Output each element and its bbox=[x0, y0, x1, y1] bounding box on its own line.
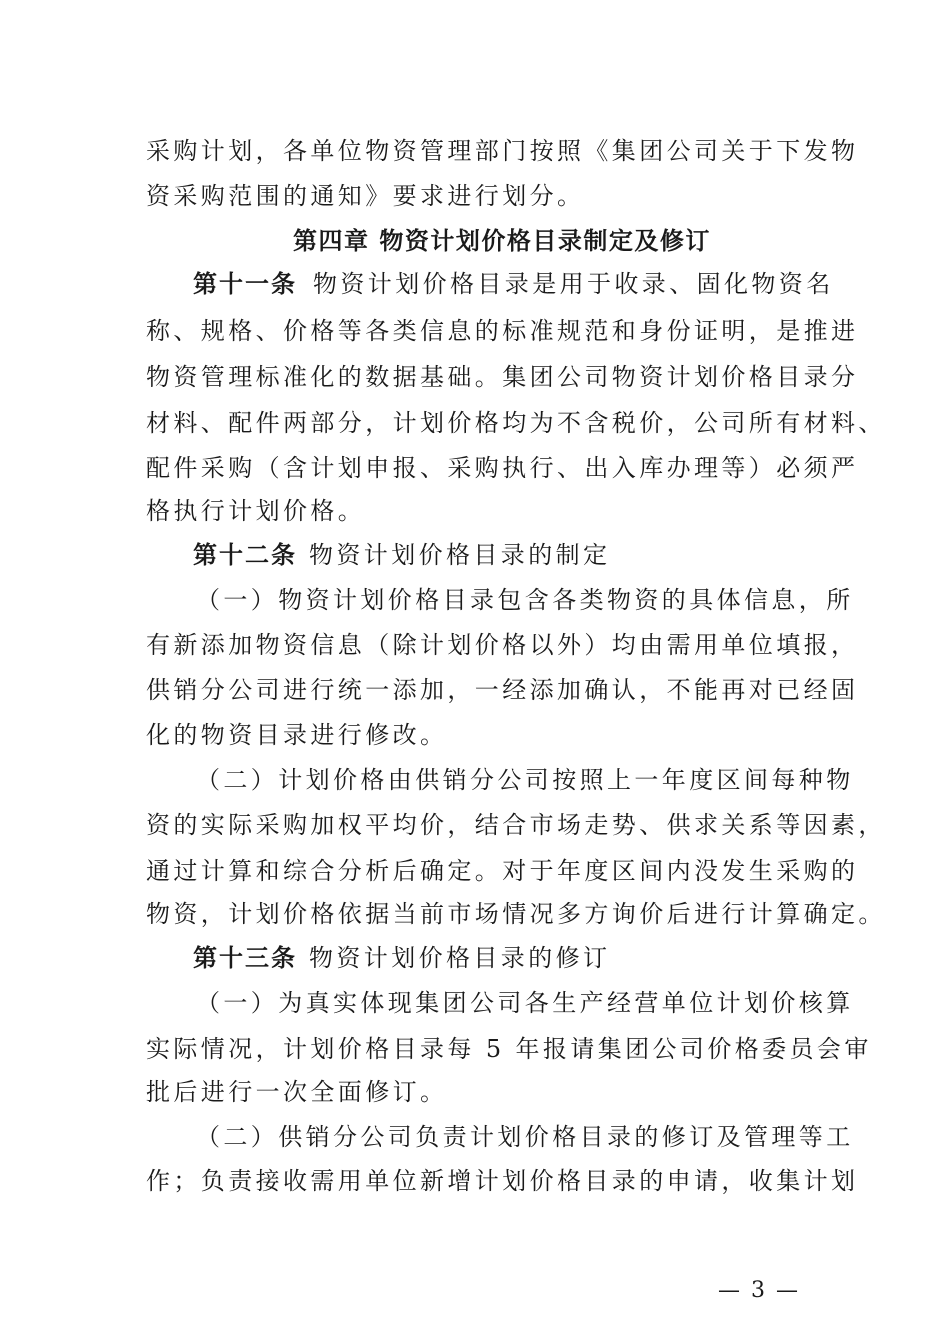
paragraph-line: 配件采购（含计划申报、采购执行、出入库办理等）必须严 bbox=[146, 454, 859, 482]
paragraph-line: 实际情况，计划价格目录每 5 年报请集团公司价格委员会审 bbox=[146, 1035, 872, 1063]
paragraph-line: 作；负责接收需用单位新增计划价格目录的申请，收集计划 bbox=[146, 1167, 859, 1195]
page-number: — 3 — bbox=[718, 1278, 800, 1303]
article-13-heading: 物资计划价格目录的修订 bbox=[309, 944, 611, 972]
article-12-line bbox=[193, 540, 610, 570]
paragraph-line: 采购计划，各单位物资管理部门按照《集团公司关于下发物 bbox=[146, 137, 859, 165]
paragraph-line: 物资，计划价格依据当前市场情况多方询价后进行计算确定。 bbox=[146, 900, 886, 928]
paragraph-line: 通过计算和综合分析后确定。对于年度区间内没发生采购的 bbox=[146, 857, 859, 885]
article-12-heading: 物资计划价格目录的制定 bbox=[309, 541, 611, 569]
paragraph-line: 资的实际采购加权平均价，结合市场走势、供求关系等因素， bbox=[146, 811, 886, 839]
paragraph-line: 供销分公司进行统一添加，一经添加确认，不能再对已经固 bbox=[146, 676, 859, 704]
paragraph-line: （一）物资计划价格目录包含各类物资的具体信息，所 bbox=[196, 586, 854, 614]
paragraph-line: 格执行计划价格。 bbox=[146, 497, 366, 525]
chapter-title: 第四章 物资计划价格目录制定及修订 bbox=[293, 227, 711, 255]
paragraph-line: 物资管理标准化的数据基础。集团公司物资计划价格目录分 bbox=[146, 363, 859, 391]
paragraph-line: 资采购范围的通知》要求进行划分。 bbox=[146, 182, 585, 210]
article-11-line bbox=[193, 269, 834, 299]
article-13-label: 第十三条 bbox=[193, 944, 297, 972]
article-13-line bbox=[193, 943, 610, 973]
paragraph-line: 有新添加物资信息（除计划价格以外）均由需用单位填报， bbox=[146, 631, 859, 659]
paragraph-line: （二）供销分公司负责计划价格目录的修订及管理等工 bbox=[196, 1123, 854, 1151]
article-12-label: 第十二条 bbox=[193, 541, 297, 569]
paragraph-line: 称、规格、价格等各类信息的标准规范和身份证明，是推进 bbox=[146, 317, 859, 345]
paragraph-line: （一）为真实体现集团公司各生产经营单位计划价核算 bbox=[196, 989, 854, 1017]
article-11-text: 物资计划价格目录是用于收录、固化物资名 bbox=[313, 270, 834, 298]
paragraph-line: 化的物资目录进行修改。 bbox=[146, 721, 448, 749]
paragraph-line: 批后进行一次全面修订。 bbox=[146, 1078, 448, 1106]
paragraph-line: 材料、配件两部分，计划价格均为不含税价，公司所有材料、 bbox=[146, 409, 886, 437]
paragraph-line: （二）计划价格由供销分公司按照上一年度区间每种物 bbox=[196, 766, 854, 794]
article-11-label: 第十一条 bbox=[193, 270, 297, 298]
